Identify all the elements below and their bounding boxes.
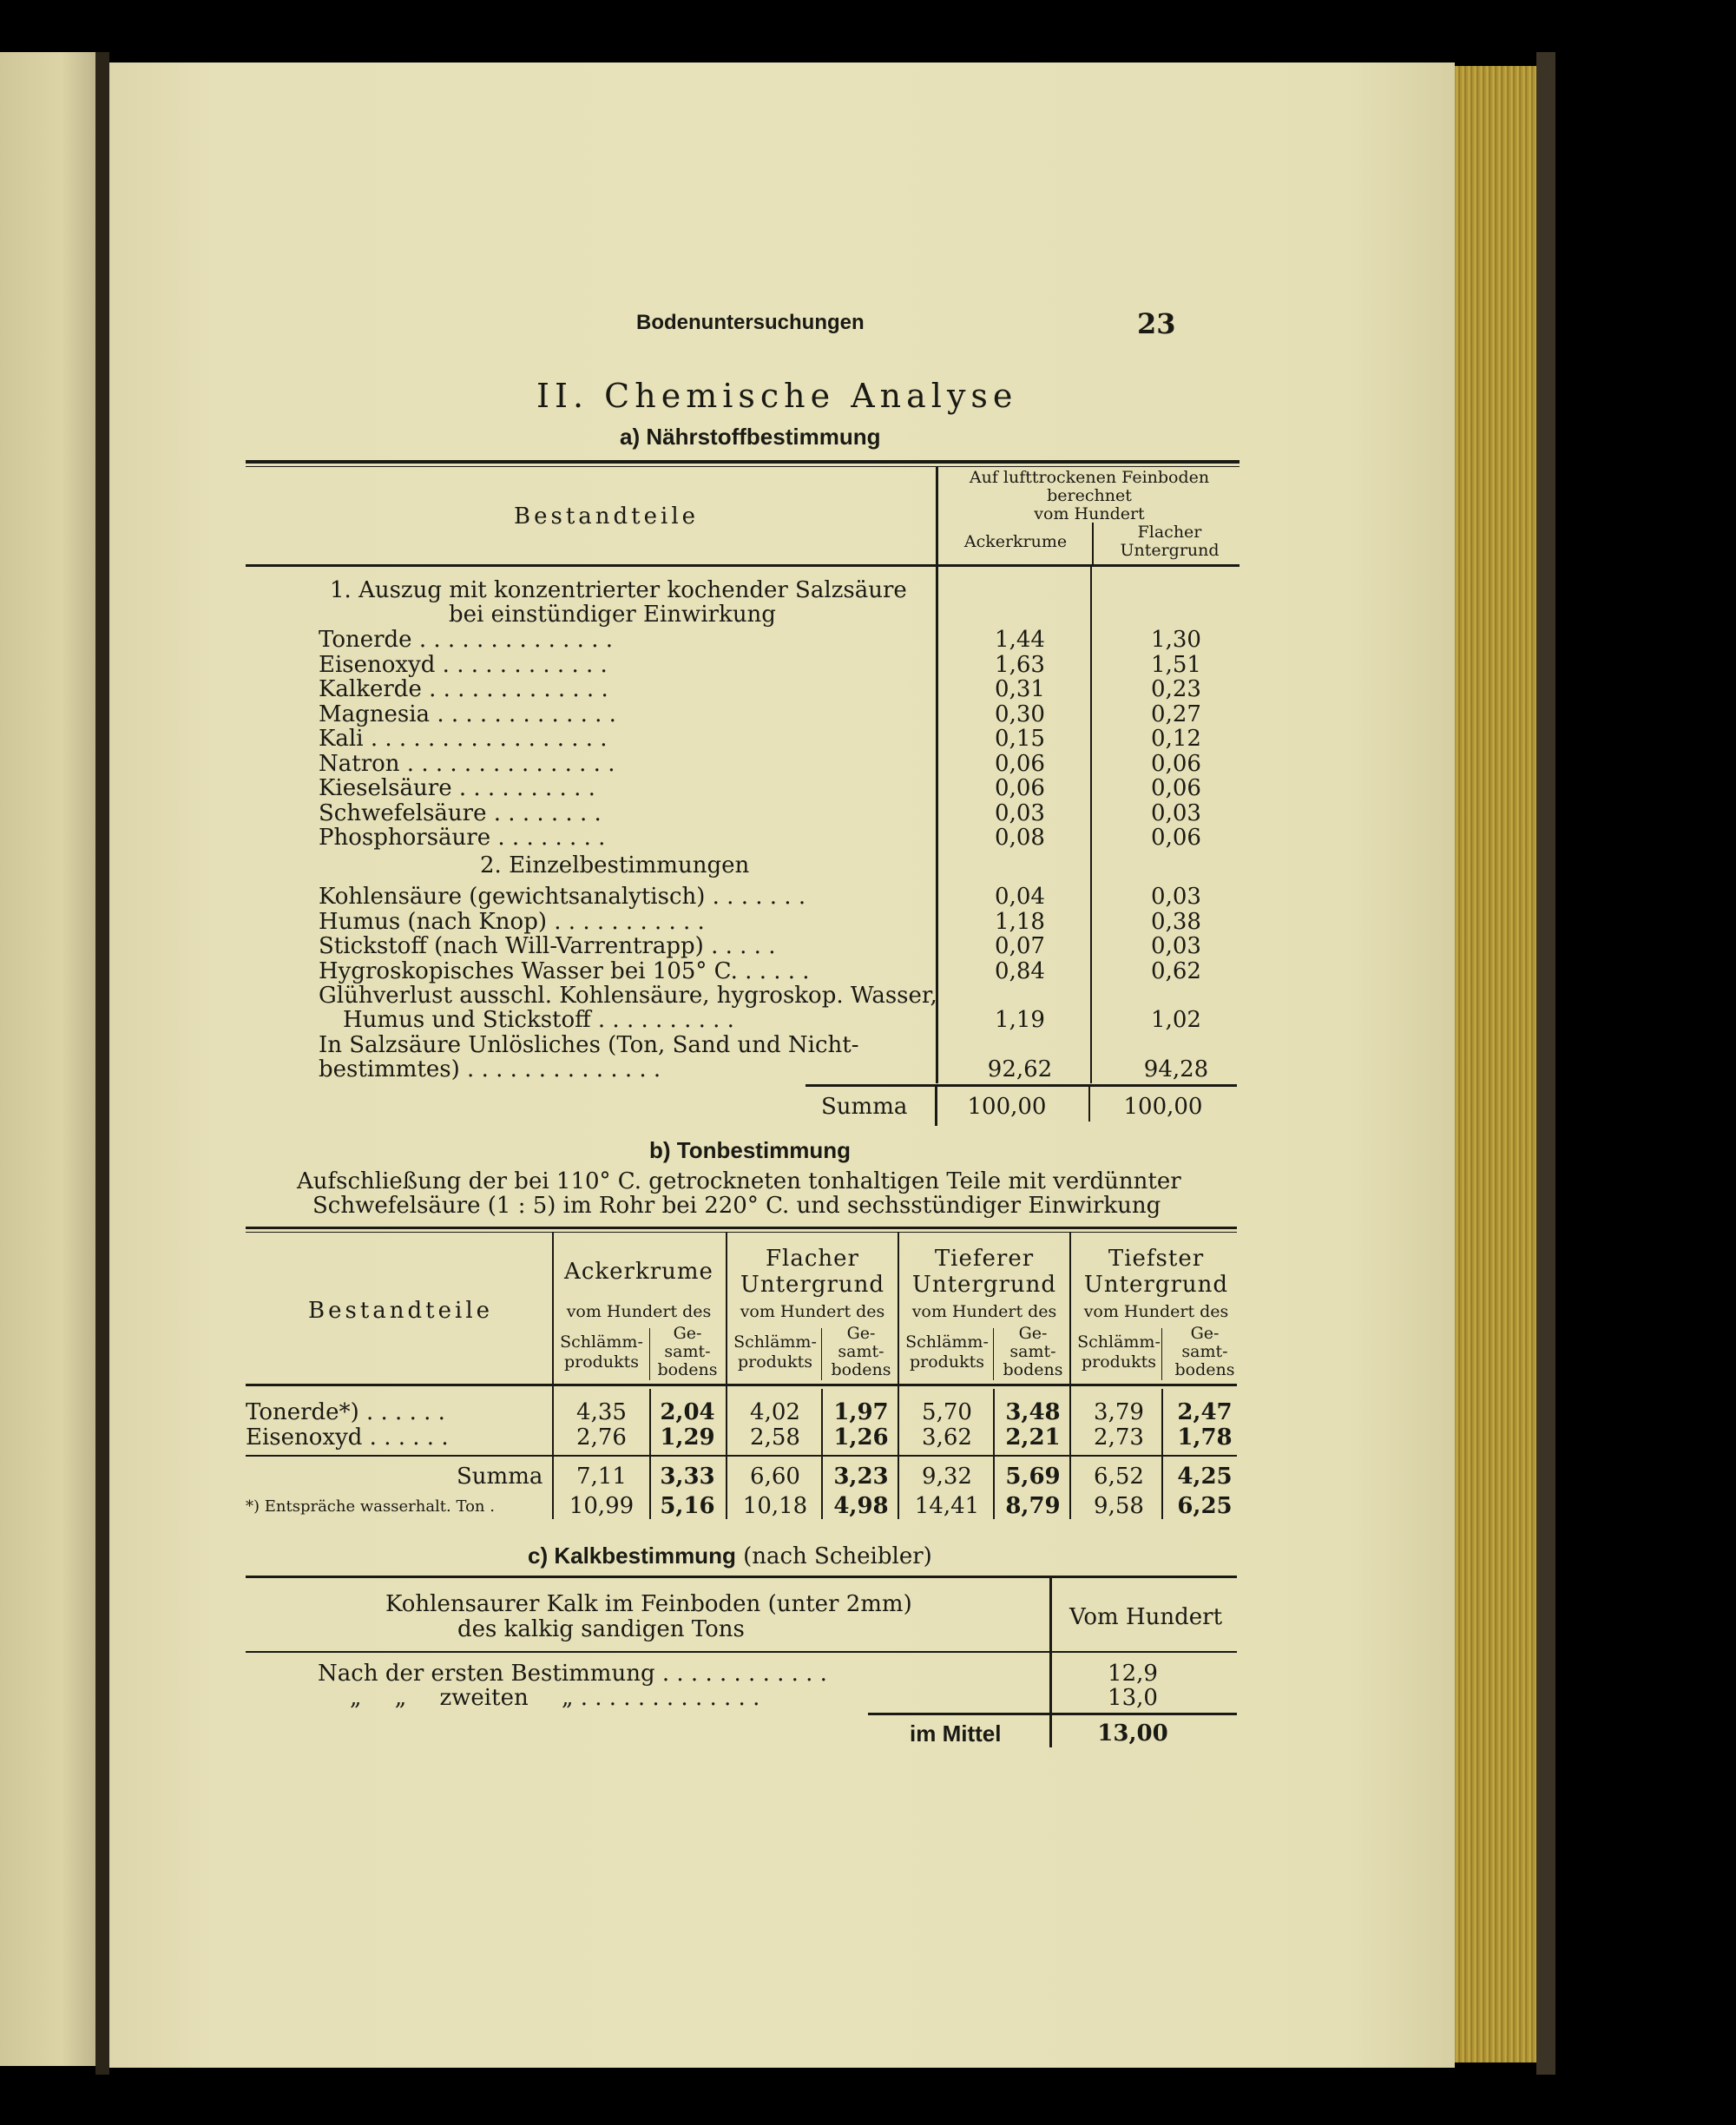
b-cell: 6,25	[1177, 1493, 1233, 1519]
c-mittel-label: im Mittel	[910, 1720, 1002, 1747]
cell-flacher: 0,38	[1151, 908, 1201, 935]
cell-ackerkrume: 0,06	[995, 775, 1045, 801]
cell-ackerkrume: 0,04	[995, 884, 1045, 910]
b-cell: 3,48	[1005, 1399, 1061, 1425]
summa-label: Summa	[821, 1094, 908, 1120]
sub-gesamt-line2: samt-	[664, 1342, 711, 1361]
rule	[868, 1713, 1237, 1715]
rule	[1049, 1578, 1052, 1747]
rule	[936, 466, 938, 566]
rule	[1092, 523, 1094, 566]
table-row-label: Schwefelsäure . . . . . . . .	[319, 799, 602, 826]
table-row-label: Hygroskopisches Wasser bei 105° C. . . . . .	[319, 957, 810, 984]
table-row-label: Stickstoff (nach Will-Varrentrapp) . . . . .	[319, 933, 776, 959]
cell-flacher: 0,06	[1151, 825, 1201, 851]
b-cell: 1,29	[660, 1424, 715, 1451]
c-col-line2: des kalkig sandigen Tons	[457, 1616, 745, 1642]
cell-ackerkrume: 0,31	[995, 676, 1045, 702]
c-row1-val: 12,9	[1108, 1661, 1158, 1687]
b-cell: 3,62	[922, 1424, 972, 1451]
b-cell: 10,99	[569, 1493, 635, 1519]
running-head: Bodenuntersuchungen	[636, 311, 865, 334]
cell-flacher: 1,51	[1151, 651, 1201, 678]
table-row-label: Tonerde . . . . . . . . . . . . . .	[319, 627, 613, 653]
cell-ackerkrume: 0,84	[995, 957, 1045, 984]
b-cell: 1,26	[833, 1424, 889, 1451]
table-row-label: Humus (nach Knop) . . . . . . . . . . .	[319, 908, 705, 935]
table-row-label: Kohlensäure (gewichtsanalytisch) . . . . . . .	[319, 884, 806, 910]
b-cell: 2,73	[1094, 1424, 1144, 1451]
b-cell: 1,97	[833, 1399, 889, 1425]
section-b-title: b) Tonbestimmung	[649, 1137, 852, 1163]
col-ackerkrume: Ackerkrume	[963, 532, 1068, 551]
cell-flacher: 0,06	[1151, 775, 1201, 801]
row-label-text: Kalkerde	[319, 676, 422, 702]
row-label-text: Kali	[319, 726, 364, 752]
b-cell: 9,32	[922, 1464, 972, 1490]
sub-gesamt-line2: samt-	[1009, 1342, 1056, 1361]
table-row-label: Magnesia . . . . . . . . . . . . .	[319, 701, 616, 727]
b-cell: 3,79	[1094, 1399, 1144, 1425]
b-desc-line2: Schwefelsäure (1 : 5) im Rohr bei 220° C. und sechsstündiger Einwirkung	[312, 1193, 1161, 1219]
cell-flacher: 0,27	[1151, 701, 1201, 727]
row-label-text: Kieselsäure	[319, 775, 452, 801]
sub-gesamt-line1: Ge-	[1190, 1324, 1220, 1343]
cell-flacher: 1,30	[1151, 627, 1201, 653]
group-heading-line1: Flacher	[766, 1246, 859, 1272]
b-row-label: Summa	[457, 1464, 543, 1490]
row-label-text: Humus (nach Knop)	[319, 908, 547, 935]
c-col-line1: Kohlensaurer Kalk im Feinboden (unter 2mm)	[385, 1591, 912, 1617]
sub-schlamm-line2: produkts	[1082, 1352, 1156, 1372]
vom-hundert-des: vom Hundert des	[911, 1302, 1057, 1321]
section-c-title: c) Kalkbestimmung (nach Scheibler)	[528, 1543, 932, 1569]
row-label-text: Kohlensäure (gewichtsanalytisch)	[319, 884, 706, 910]
auszug1-line1: 1. Auszug mit konzentrierter kochender Salzsäure	[330, 577, 907, 603]
b-cell: 2,04	[660, 1399, 715, 1425]
rule	[246, 460, 1240, 464]
row-label-text: Magnesia	[319, 701, 431, 727]
sub-gesamt-line2: samt-	[838, 1342, 884, 1361]
col-flacher-line2: Untergrund	[1120, 541, 1220, 560]
table-row-label: Kali . . . . . . . . . . . . . . . . .	[319, 726, 608, 752]
row-label-text: Hygroskopisches Wasser bei 105° C.	[319, 957, 738, 984]
b-cell: 14,41	[914, 1493, 980, 1519]
rule	[1088, 1087, 1090, 1122]
table-row-label: Phosphorsäure . . . . . . . .	[319, 825, 606, 851]
cell-ackerkrume: 0,07	[995, 933, 1045, 959]
sub-gesamt-line3: bodens	[657, 1360, 718, 1379]
vom-hundert-des: vom Hundert des	[740, 1302, 885, 1321]
sub-schlamm-line2: produkts	[738, 1352, 812, 1372]
cell-ackerkrume: 0,06	[995, 750, 1045, 777]
auszug1-line2: bei einstündiger Einwirkung	[449, 602, 776, 628]
sub-gesamt-line2: samt-	[1181, 1342, 1228, 1361]
cell-flacher: 0,12	[1151, 726, 1201, 752]
summa-acker: 100,00	[967, 1094, 1047, 1120]
sub-schlamm-line2: produkts	[564, 1352, 639, 1372]
gluh-line2: Humus und Stickstoff . . . . . . . . . .	[343, 1007, 734, 1033]
row-label-text: Eisenoxyd	[246, 1424, 363, 1451]
b-cell: 2,21	[1005, 1424, 1061, 1451]
row-label-text: Tonerde	[319, 627, 412, 653]
b-cell: 4,02	[750, 1399, 800, 1425]
b-row-label: Tonerde*) . . . . . .	[246, 1399, 445, 1425]
sub-schlamm-line2: produkts	[910, 1352, 984, 1372]
c-row2-label: „ „ zweiten „ . . . . . . . . . . . . .	[350, 1685, 760, 1711]
b-cell: 8,79	[1005, 1493, 1061, 1519]
b-cell: 3,33	[660, 1464, 715, 1490]
rule	[935, 1087, 937, 1126]
section-title: II. Chemische Analyse	[536, 377, 1018, 415]
cell-flacher: 0,03	[1151, 799, 1201, 826]
b-col-bestandteile: Bestandteile	[308, 1298, 494, 1324]
cell-ackerkrume: 0,08	[995, 825, 1045, 851]
sub-gesamt-line3: bodens	[1003, 1360, 1063, 1379]
b-cell: 2,58	[750, 1424, 800, 1451]
b-cell: 1,78	[1177, 1424, 1233, 1451]
b-cell: 2,76	[576, 1424, 627, 1451]
rule	[246, 1384, 1237, 1386]
b-cell: 4,25	[1177, 1464, 1233, 1490]
cell-flacher: 0,03	[1151, 884, 1201, 910]
b-cell: 5,70	[922, 1399, 972, 1425]
row-label-text: *) Entspräche wasserhalt. Ton	[246, 1497, 485, 1516]
summa-flach: 100,00	[1123, 1094, 1203, 1120]
cell-ackerkrume: 0,30	[995, 701, 1045, 727]
rule	[806, 1084, 1237, 1087]
rule	[246, 1232, 1237, 1233]
row-label-text: Schwefelsäure	[319, 799, 487, 826]
unl-line2: bestimmtes) . . . . . . . . . . . . . .	[319, 1056, 661, 1082]
c-row2-val: 13,0	[1108, 1685, 1158, 1711]
sub-gesamt-line1: Ge-	[846, 1324, 876, 1343]
rule	[246, 1651, 1237, 1653]
cell-ackerkrume: 0,03	[995, 799, 1045, 826]
col-bestandteile: Bestandteile	[514, 503, 700, 530]
unl-line1: In Salzsäure Unlösliches (Ton, Sand und Nicht-	[319, 1032, 859, 1058]
row-label-text: Eisenoxyd	[319, 651, 436, 678]
b-cell: 6,52	[1094, 1464, 1144, 1490]
group-heading-line1: Tiefster	[1108, 1246, 1205, 1272]
cell-ackerkrume: 0,15	[995, 726, 1045, 752]
rule	[246, 1455, 1237, 1457]
book-cover-edge	[1536, 52, 1555, 2075]
book-gutter	[95, 52, 109, 2075]
col-flacher-line1: Flacher	[1137, 523, 1202, 542]
b-desc-line1: Aufschließung der bei 110° C. getrockneten tonhaltigen Teile mit verdünnter	[297, 1168, 1181, 1194]
group-heading-line2: Untergrund	[911, 1272, 1057, 1298]
vom-hundert-des: vom Hundert des	[566, 1302, 712, 1321]
b-cell: 5,16	[660, 1493, 715, 1519]
group-heading-line2: Untergrund	[740, 1272, 885, 1298]
b-cell: 7,11	[576, 1464, 627, 1490]
table-row-label: Kieselsäure . . . . . . . . . .	[319, 775, 595, 801]
einzel-heading: 2. Einzelbestimmungen	[480, 852, 750, 878]
cell-flacher: 0,06	[1151, 750, 1201, 777]
left-page-edge	[0, 52, 102, 2066]
c-mittel-val: 13,00	[1097, 1720, 1168, 1747]
unl-flach: 94,28	[1143, 1056, 1209, 1082]
cell-flacher: 0,23	[1151, 676, 1201, 702]
rule	[246, 1227, 1237, 1229]
cell-ackerkrume: 1,63	[995, 651, 1045, 678]
unl-acker: 92,62	[987, 1056, 1053, 1082]
page-number: 23	[1137, 307, 1176, 340]
col-group-line3: vom Hundert	[1034, 504, 1145, 523]
b-cell: 4,98	[833, 1493, 889, 1519]
c-row1-label: Nach der ersten Bestimmung . . . . . . . . . . . .	[318, 1661, 827, 1687]
sub-gesamt-line1: Ge-	[673, 1324, 702, 1343]
b-cell: 2,47	[1177, 1399, 1233, 1425]
rule	[1090, 567, 1092, 1083]
b-row-label: Eisenoxyd . . . . . .	[246, 1424, 449, 1451]
rule	[246, 466, 1240, 467]
col-group-line1: Auf lufttrockenen Feinboden	[969, 468, 1210, 487]
table-row-label: Natron . . . . . . . . . . . . . . .	[319, 750, 615, 777]
gluh-acker: 1,19	[995, 1007, 1045, 1033]
b-cell: 5,69	[1005, 1464, 1061, 1490]
gluh-flach: 1,02	[1151, 1007, 1201, 1033]
row-label-text: Stickstoff (nach Will-Varrentrapp)	[319, 933, 704, 959]
cell-flacher: 0,62	[1151, 957, 1201, 984]
b-row-label: *) Entspräche wasserhalt. Ton .	[246, 1497, 495, 1516]
vom-hundert-des: vom Hundert des	[1083, 1302, 1229, 1321]
table-row-label: Kalkerde . . . . . . . . . . . . .	[319, 676, 608, 702]
c-col-right: Vom Hundert	[1069, 1604, 1223, 1630]
table-row-label: Eisenoxyd . . . . . . . . . . . .	[319, 651, 608, 678]
group-heading-line1: Ackerkrume	[564, 1259, 713, 1285]
book-page	[109, 62, 1455, 2068]
cell-ackerkrume: 1,18	[995, 908, 1045, 935]
gluh-line1: Glühverlust ausschl. Kohlensäure, hygroskop. Wasser,	[319, 983, 937, 1009]
rule	[246, 1576, 1237, 1578]
sub-schlamm-line1: Schlämm-	[733, 1332, 817, 1352]
row-label-text: Phosphorsäure	[319, 825, 491, 851]
b-cell: 6,60	[750, 1464, 800, 1490]
page-block-edge	[1455, 66, 1536, 2062]
section-a-title: a) Nährstoffbestimmung	[620, 424, 881, 450]
sub-schlamm-line1: Schlämm-	[905, 1332, 989, 1352]
cell-flacher: 0,03	[1151, 933, 1201, 959]
b-cell: 3,23	[833, 1464, 889, 1490]
row-label-text: Tonerde*)	[246, 1399, 359, 1425]
b-cell: 9,58	[1094, 1493, 1144, 1519]
cell-ackerkrume: 1,44	[995, 627, 1045, 653]
sub-gesamt-line1: Ge-	[1018, 1324, 1048, 1343]
sub-schlamm-line1: Schlämm-	[1077, 1332, 1161, 1352]
group-heading-line2: Untergrund	[1083, 1272, 1229, 1298]
col-group-line2: berechnet	[1047, 486, 1132, 505]
group-heading-line1: Tieferer	[934, 1246, 1035, 1272]
b-cell: 10,18	[742, 1493, 808, 1519]
row-label-text: Natron	[319, 750, 400, 777]
sub-schlamm-line1: Schlämm-	[560, 1332, 643, 1352]
sub-gesamt-line3: bodens	[831, 1360, 891, 1379]
sub-gesamt-line3: bodens	[1174, 1360, 1235, 1379]
b-cell: 4,35	[576, 1399, 627, 1425]
